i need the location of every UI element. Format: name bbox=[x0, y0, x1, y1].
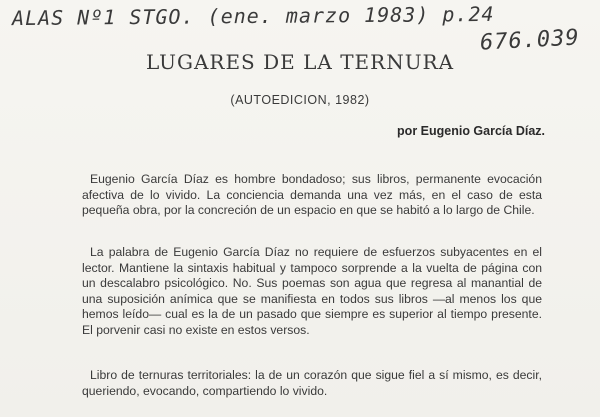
article-byline: por Eugenio García Díaz. bbox=[397, 124, 545, 138]
article-subtitle: (AUTOEDICION, 1982) bbox=[230, 93, 370, 107]
paragraph-3: Libro de ternuras territoriales: la de un corazón que sigue fiel a sí mismo, es decir, queriendo, evocando, compartiendo lo vivido. bbox=[82, 368, 542, 398]
paragraph-1-block bbox=[82, 172, 542, 219]
article-title: LUGARES DE LA TERNURA bbox=[145, 50, 455, 74]
handwritten-catalog-number: 676.039 bbox=[479, 25, 581, 56]
paragraph-2-block bbox=[82, 245, 542, 338]
paragraph-2: La palabra de Eugenio García Díaz no requiere de esfuerzos subyacentes en el lector. Mantiene la sintaxis habitual y tampoco sorprende a la vuelta de página con un descalabro psicológico. No. Sus poemas son agua que regresa al manantial de una suposición anímica que se manifiesta en todos sus libros —al menos los que hemos leído— cual es la de un pasado que siempre es superior al tiempo presente. El porvenir casi no existe en estos versos. bbox=[82, 245, 542, 337]
paragraph-3-block bbox=[82, 368, 542, 399]
handwritten-source-note: ALAS Nº1 STGO. (ene. marzo 1983) p.24 bbox=[11, 1, 495, 31]
paragraph-1: Eugenio García Díaz es hombre bondadoso; sus libros, permanente evocación afectiva de lo vivido. La conciencia demanda una vez más, en el caso de esta pequeña obra, por la concreción de un espacio en que se habitó a lo largo de Chile. bbox=[82, 172, 542, 217]
